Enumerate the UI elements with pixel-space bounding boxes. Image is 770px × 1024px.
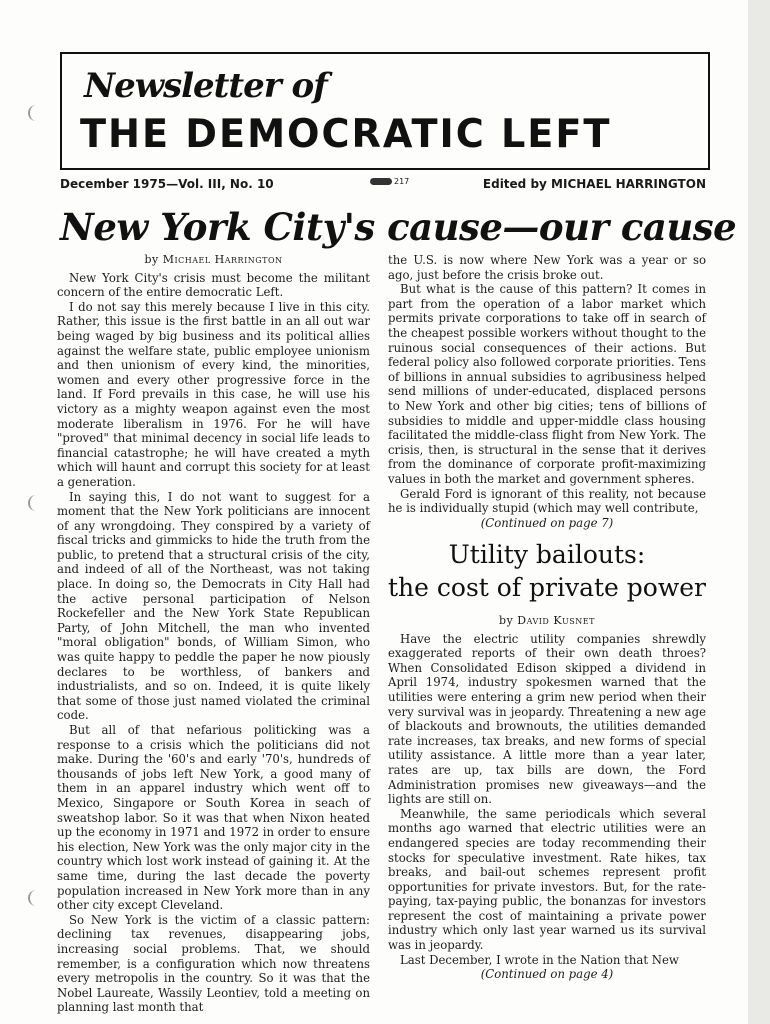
article2-headline-line1: Utility bailouts: xyxy=(448,540,646,569)
byline-author: David Kusnet xyxy=(517,614,595,627)
byline-author: Michael Harrington xyxy=(162,253,283,266)
article2-byline xyxy=(388,614,706,629)
union-bug-icon xyxy=(370,178,392,185)
paragraph: the U.S. is now where New York was a year or so ago, just before the crisis broke out. xyxy=(388,253,706,282)
paragraph: Meanwhile, the same periodicals which several months ago warned that electric utilities were an endangered species are today recommending their stocks for speculative investment. Rate hikes, tax breaks, and bail-out schemes represent profit opportunities for private investors. But, for the rate-paying, tax-paying public, the bonanzas for investors represent the cost of maintaining a private power industry which only last year warned us its survival was in jeopardy. xyxy=(388,806,706,953)
masthead xyxy=(60,52,710,170)
article2-headline-line2: the cost of private power xyxy=(388,573,706,602)
article2-headline xyxy=(388,538,706,604)
issue-info-line xyxy=(60,177,710,197)
union-bug-number: 217 xyxy=(394,177,410,186)
union-bug xyxy=(370,177,409,186)
paragraph: In saying this, I do not want to suggest for a moment that the New York politicians are innocent of any wrongdoing. They conspired by a variety of fiscal tricks and gimmicks to hide the truth from the public, to pretend that a structural crisis of the city, and indeed of all of the Northeast, was not taking place. In doing so, the Democrats in City Hall had the active personal participation of Nelson Rockefeller and the New York State Republican Party, of John Mitchell, the man who invented "moral obligation" bonds, of William Simon, who was quite happy to peddle the paper he now piously declares to be worthless, of bankers and industrialists, and so on. Indeed, it is quite likely that some of those just named violated the criminal code. xyxy=(57,489,370,723)
masthead-script-title: Newsletter of xyxy=(84,66,327,106)
paragraph: But what is the cause of this pattern? It comes in part from the operation of a labor market which permits private corporations to take off in search of the cheapest possible workers without thought to the ruinous social consequences of their actions. But federal policy also followed corporate priorities. Tens of billions in annual subsidies to agribusiness helped send millions of under-educated, displaced persons to New York and other big cities; tens of billions of subsidies to middle and upper-middle class housing facilitated the middle-class flight from New York. The crisis, then, is structural in the sense that it derives from the dominance of corporate profit-maximizing values in both the market and government spheres. xyxy=(388,282,706,486)
article1-byline xyxy=(57,253,370,268)
binder-hole-bottom xyxy=(28,890,44,906)
masthead-main-title: THE DEMOCRATIC LEFT xyxy=(80,112,612,157)
main-headline: New York City's cause—our cause xyxy=(60,205,737,249)
page-edge-shadow xyxy=(748,0,770,1024)
issue-date: December 1975—Vol. III, No. 10 xyxy=(60,177,274,191)
paragraph: But all of that nefarious politicking was a response to a crisis which the politicians did not make. During the '60's and early '70's, hundreds of thousands of jobs left New York, a good many of them in an apparel industry which went off to Mexico, Singapore or South Korea in seach of sweatshop labor. So it was that when Nixon heated up the economy in 1971 and 1972 in order to ensure his election, New York was the only major city in the country which lost work instead of gaining it. At the same time, during the last decade the poverty population increased in New York more than in any other city except Cleveland. xyxy=(57,723,370,913)
article1-continued: (Continued on page 7) xyxy=(480,515,614,530)
article2-continued: (Continued on page 4) xyxy=(480,967,614,982)
paragraph: Last December, I wrote in the Nation that New xyxy=(400,952,679,967)
article2-column xyxy=(388,614,706,982)
binder-hole-top xyxy=(28,105,44,121)
article1-left-column xyxy=(57,253,370,1015)
paragraph: So New York is the victim of a classic pattern: declining tax revenues, disappearing jobs, increasing social problems. That, we should remember, is a configuration which now threatens every metropolis in the country. So it was that the Nobel Laureate, Wassily Leontiev, told a meeting on planning last month that xyxy=(57,912,370,1015)
paragraph: Gerald Ford is ignorant of this reality, not because he is individually stupid (which may well contribute, xyxy=(388,486,706,516)
byline-prefix: by xyxy=(499,614,514,627)
paragraph: New York City's crisis must become the militant concern of the entire democratic Left. xyxy=(57,270,370,300)
article1-right-column xyxy=(388,253,706,530)
byline-prefix: by xyxy=(144,253,159,266)
editor-credit: Edited by MICHAEL HARRINGTON xyxy=(482,177,706,191)
paragraph: Have the electric utility companies shrewdly exaggerated reports of their own death throes? When Consolidated Edison skipped a dividend in April 1974, industry spokesmen warned that the utilities were entering a grim new period when their very survival was in jeopardy. Threatening a new age of blackouts and brownouts, the utilities demanded rate increases, tax breaks, and new forms of special utility assistance. A little more than a year later, rates are up, tax bills are down, the Ford Administration promises new giveaways—and the lights are still on. xyxy=(388,631,706,807)
paragraph: I do not say this merely because I live in this city. Rather, this issue is the first battle in an all out war being waged by big business and its political allies against the welfare state, public employee unionism and then unionism of every kind, the minorities, women and every other progressive force in the land. If Ford prevails in this case, he will use his victory as a mighty weapon against even the most moderate liberalism in 1976. For he will have "proved" that minimal decency in social life leads to financial catastrophe; he will have created a myth which will haunt and corrupt this society for at least a generation. xyxy=(57,299,370,489)
binder-hole-middle xyxy=(28,495,44,511)
